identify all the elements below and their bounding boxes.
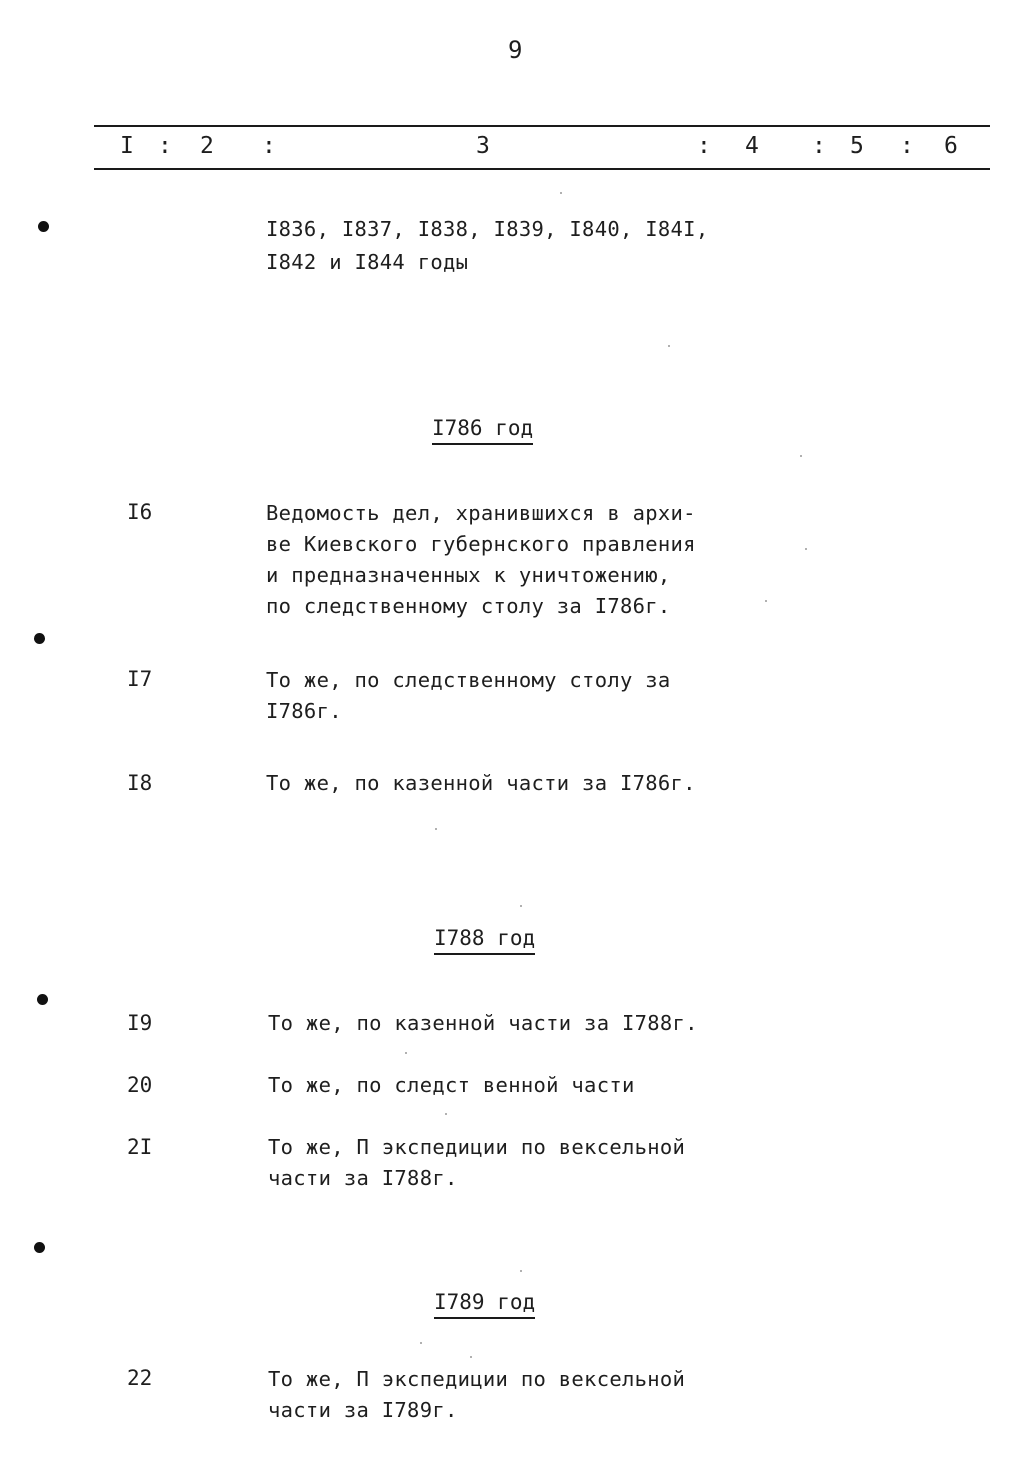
header-col-1: I (120, 133, 134, 159)
header-col-6: 6 (944, 133, 958, 159)
header-col-2: 2 (200, 133, 214, 159)
scan-speck (520, 905, 522, 907)
table-header-bottom-rule (94, 168, 990, 170)
entry-number: I8 (127, 771, 153, 795)
punch-hole (34, 1242, 45, 1253)
scan-speck (445, 1113, 447, 1115)
header-separator: : (900, 133, 914, 159)
header-separator: : (158, 133, 172, 159)
scan-speck (805, 548, 807, 550)
entry-text: Ведомость дел, хранившихся в архи- ве Киевского губернского правления и предназначенных к уничтожению, по следственному столу за I786г. (266, 501, 696, 618)
section-year-heading: I786 год (432, 416, 533, 445)
header-col-3: 3 (476, 133, 490, 159)
entry-number: 2I (127, 1135, 153, 1159)
scan-speck (420, 1342, 422, 1344)
page-number: 9 (508, 36, 523, 64)
entry-text: То же, П экспедиции по вексельной части за I788г. (268, 1135, 686, 1190)
entry-number: I9 (127, 1011, 153, 1035)
intro-line-2: I842 и I844 годы (266, 250, 469, 274)
scan-speck (560, 192, 562, 194)
scan-speck (435, 828, 437, 830)
scan-speck (470, 1356, 472, 1358)
entry-text: То же, П экспедиции по вексельной части за I789г. (268, 1367, 686, 1422)
section-year-heading: I788 год (434, 926, 535, 955)
scan-speck (668, 345, 670, 347)
scan-speck (800, 455, 802, 457)
header-separator: : (812, 133, 826, 159)
entry-text: То же, по следст венной части (268, 1073, 635, 1097)
punch-hole (34, 633, 45, 644)
entry-number: I6 (127, 500, 153, 524)
header-separator: : (262, 133, 276, 159)
header-col-5: 5 (850, 133, 864, 159)
intro-line-1: I836, I837, I838, I839, I840, I84I, (266, 217, 709, 241)
entry-number: 22 (127, 1366, 153, 1390)
table-header-top-rule (94, 125, 990, 127)
scan-speck (520, 1270, 522, 1272)
entry-number: 20 (127, 1073, 153, 1097)
section-year-heading: I789 год (434, 1290, 535, 1319)
punch-hole (37, 994, 48, 1005)
scan-speck (765, 600, 767, 602)
punch-hole (38, 221, 49, 232)
header-col-4: 4 (745, 133, 759, 159)
entry-text: То же, по казенной части за I788г. (268, 1011, 698, 1035)
entry-text: То же, по казенной части за I786г. (266, 771, 696, 795)
entry-text: То же, по следственному столу за I786г. (266, 668, 671, 723)
entry-number: I7 (127, 667, 153, 691)
scan-speck (405, 1052, 407, 1054)
header-separator: : (697, 133, 711, 159)
